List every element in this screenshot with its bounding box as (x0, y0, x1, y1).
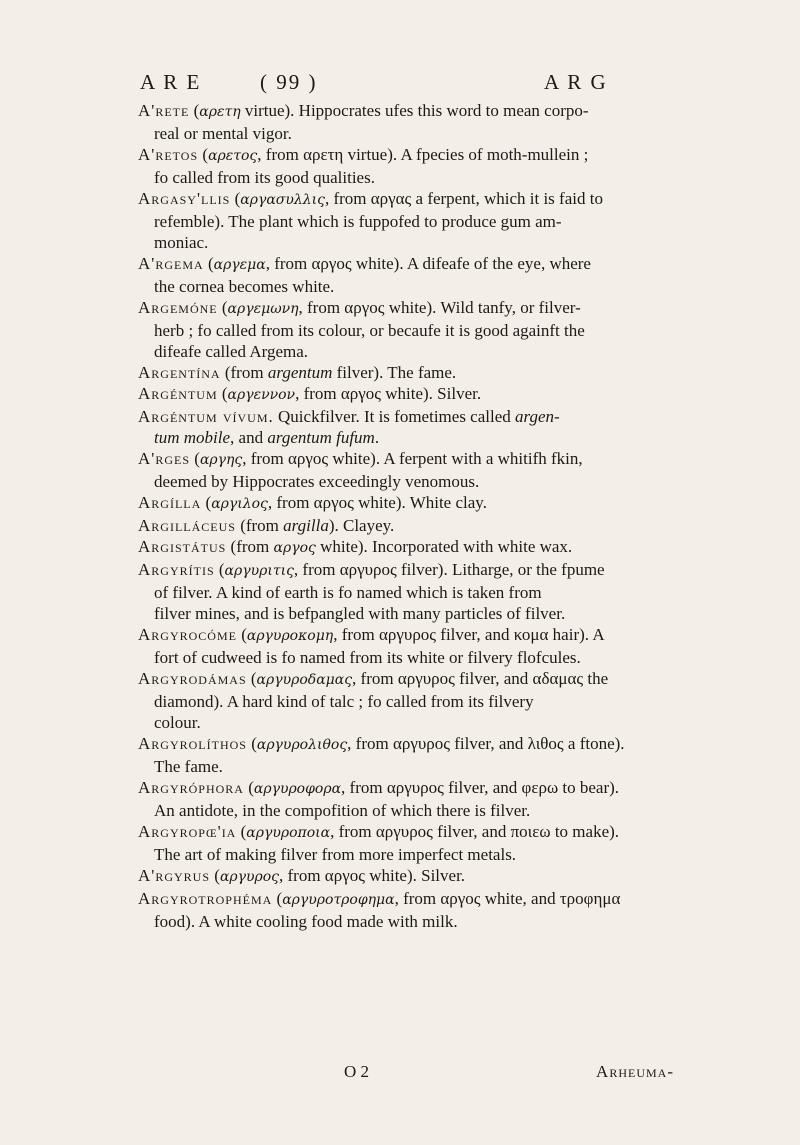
entry-text: real or mental vigor. (154, 124, 292, 143)
dictionary-entry (138, 406, 674, 448)
dictionary-entry (138, 733, 674, 777)
entry-line (138, 865, 674, 888)
entry-text: herb ; fo called from its colour, or becaufe it is good againft the (154, 321, 585, 340)
dictionary-entry (138, 362, 674, 383)
latin-term: argentum fufum (267, 428, 375, 447)
entry-text: An antidote, in the compofition of which there is filver. (154, 801, 531, 820)
headword: Argyrodámas (138, 669, 247, 688)
greek-term: αργυροποια (246, 825, 331, 841)
entry-text: , and (230, 428, 268, 447)
entry-text: ( (198, 145, 209, 164)
dictionary-entry (138, 492, 674, 515)
entry-text: , from αργυρος filver, and φερω to bear). (341, 778, 620, 797)
entry-text: , from αργυρος filver). Litharge, or the fpume (293, 560, 605, 579)
entry-text: colour. (154, 713, 201, 732)
entry-line (138, 211, 674, 232)
entry-text: The fame. (154, 757, 223, 776)
greek-term: αρετος (208, 148, 258, 164)
entry-text: , from αργας a ferpent, which it is faid to (324, 189, 603, 208)
headword: Argyrolíthos (138, 734, 247, 753)
entry-text: fo called from its good qualities. (154, 168, 375, 187)
entry-text: , from αργυρος filver, and κομα hair). A (333, 625, 605, 644)
latin-term: argen- (515, 407, 560, 426)
headword: A'rges (138, 449, 191, 468)
headword: A'rgema (138, 254, 204, 273)
entry-line (138, 911, 674, 932)
entry-line (138, 100, 674, 123)
entry-text: , from αργυρος filver, and ποιεω to make). (330, 822, 620, 841)
dictionary-entry (138, 383, 674, 406)
headword: A'rete (138, 101, 190, 120)
headword: Argentína (138, 363, 221, 382)
entry-text: ( (214, 560, 225, 579)
dictionary-entry (138, 144, 674, 188)
entry-line (138, 253, 674, 276)
headword: Argilláceus (138, 516, 236, 535)
greek-term: αργεμωνη (227, 301, 299, 317)
headword: Argyropœ'ia (138, 822, 237, 841)
entry-text: fort of cudweed is fo named from its white or filvery flofcules. (154, 648, 581, 667)
entry-line (138, 668, 674, 691)
entry-line (138, 427, 674, 448)
entry-line (138, 603, 674, 624)
entry-line (138, 647, 674, 668)
greek-term: αργυροκομη (246, 628, 334, 644)
greek-term: αργυριτις (224, 563, 294, 579)
entry-text: refemble). The plant which is fuppofed to produce gum am- (154, 212, 562, 231)
entry-text: virtue). Hippocrates ufes this word to mean corpo- (240, 101, 589, 120)
entry-line (138, 844, 674, 865)
entry-line (138, 448, 674, 471)
greek-term: αργης (199, 452, 243, 468)
entry-text: deemed by Hippocrates exceedingly venomous. (154, 472, 480, 491)
entry-text: ( (272, 889, 283, 908)
entry-line (138, 144, 674, 167)
dictionary-entry (138, 624, 674, 668)
header-left: A R E (140, 70, 202, 94)
entry-line (138, 492, 674, 515)
entry-line (138, 406, 674, 427)
latin-term: tum mobile (154, 428, 231, 447)
entry-text: ( (246, 669, 257, 688)
entry-text: , from αρετη virtue). A fpecies of moth-mullein ; (257, 145, 589, 164)
entry-line (138, 582, 674, 603)
greek-term: αργυροφορα (253, 781, 342, 797)
headword: Argemóne (138, 298, 218, 317)
entry-text: ( (190, 449, 200, 468)
entry-text: ( (236, 625, 247, 644)
dictionary-entry (138, 253, 674, 297)
dictionary-entry (138, 297, 674, 362)
entry-text: , from αργος white). Wild tanfy, or filver- (298, 298, 581, 317)
greek-term: αργεννον (227, 387, 296, 403)
dictionary-entry (138, 515, 674, 536)
entry-text: moniac. (154, 233, 209, 252)
greek-term: αρετη (199, 104, 241, 120)
page-footer (138, 1062, 674, 1084)
entry-line (138, 559, 674, 582)
entry-line (138, 712, 674, 733)
dictionary-entry (138, 448, 674, 492)
entry-text: (from (235, 516, 284, 535)
entry-text: . (374, 428, 380, 447)
entry-line (138, 276, 674, 297)
dictionary-body (138, 100, 674, 932)
entry-text: difeafe called Argema. (154, 342, 309, 361)
entry-text: ). Clayey. (328, 516, 395, 535)
latin-term: argilla (283, 516, 329, 535)
greek-term: αργυροδαμας (256, 672, 353, 688)
entry-text: (from (226, 537, 274, 556)
catchword: Arheuma- (596, 1062, 674, 1081)
entry-line (138, 756, 674, 777)
entry-text: ( (210, 866, 220, 885)
entry-text: food). A white cooling food made with milk. (154, 912, 458, 931)
headword: Argyrotrophéma (138, 889, 273, 908)
headword: Argyróphora (138, 778, 244, 797)
dictionary-entry (138, 100, 674, 144)
dictionary-entry (138, 865, 674, 888)
dictionary-entry (138, 188, 674, 253)
entry-line (138, 888, 674, 911)
entry-line (138, 471, 674, 492)
headword: Argéntum vívum. (138, 407, 274, 426)
entry-text: , from αργος white, and τροφημα (394, 889, 621, 908)
dictionary-entry (138, 821, 674, 865)
entry-text: filver mines, and is befpangled with many particles of filver. (154, 604, 566, 623)
entry-line (138, 515, 674, 536)
page-number: ( 99 ) (260, 70, 318, 94)
entry-text: ( (246, 734, 257, 753)
entry-text: (from (220, 363, 268, 382)
entry-text: the cornea becomes white. (154, 277, 335, 296)
entry-line (138, 777, 674, 800)
entry-text: Quickfilver. It is fometimes called (273, 407, 516, 426)
entry-line (138, 232, 674, 253)
entry-line (138, 624, 674, 647)
entry-text: ( (236, 822, 247, 841)
entry-text: ( (201, 493, 212, 512)
entry-text: The art of making filver from more imperfect metals. (154, 845, 517, 864)
entry-line (138, 800, 674, 821)
entry-line (138, 733, 674, 756)
entry-line (138, 188, 674, 211)
signature-mark: O 2 (344, 1062, 370, 1081)
entry-text: , from αργος white). Silver. (279, 866, 466, 885)
dictionary-entry (138, 559, 674, 624)
headword: Argyrocóme (138, 625, 237, 644)
entry-text: ( (203, 254, 214, 273)
entry-line (138, 167, 674, 188)
entry-line (138, 341, 674, 362)
entry-line (138, 362, 674, 383)
entry-line (138, 383, 674, 406)
headword: Argílla (138, 493, 202, 512)
headword: A'retos (138, 145, 199, 164)
headword: A'rgyrus (138, 866, 211, 885)
dictionary-entry (138, 777, 674, 821)
dictionary-entry (138, 668, 674, 733)
entry-text: , from αργος white). A ferpent with a whitifh fkin, (242, 449, 583, 468)
dictionary-entry (138, 536, 674, 559)
headword: Argistátus (138, 537, 227, 556)
entry-text: of filver. A kind of earth is fo named which is taken from (154, 583, 542, 602)
entry-line (138, 536, 674, 559)
greek-term: αργος (273, 540, 316, 556)
headword: Argéntum (138, 384, 218, 403)
greek-term: αργυρολιθος (256, 737, 348, 753)
header-right: A R G (544, 70, 608, 94)
greek-term: αργεμα (213, 257, 266, 273)
entry-line (138, 123, 674, 144)
entry-text: , from αργυρος filver, and αδαμας the (352, 669, 609, 688)
dictionary-entry (138, 888, 674, 932)
entry-text: , from αργυρος filver, and λιθος a ftone). (347, 734, 625, 753)
headword: Argasy'llis (138, 189, 231, 208)
entry-line (138, 297, 674, 320)
latin-term: argentum (267, 363, 333, 382)
entry-text: ( (230, 189, 241, 208)
entry-text: ( (243, 778, 254, 797)
entry-text: white). Incorporated with white wax. (315, 537, 573, 556)
entry-line (138, 320, 674, 341)
entry-text: ( (217, 298, 228, 317)
entry-text: ( (189, 101, 200, 120)
greek-term: αργυροτροφημα (282, 892, 395, 908)
entry-text: diamond). A hard kind of talc ; fo called from its filvery (154, 692, 534, 711)
entry-text: , from αργος white). White clay. (267, 493, 487, 512)
greek-term: αργιλος (211, 496, 268, 512)
entry-line (138, 821, 674, 844)
entry-text: , from αργος white). A difeafe of the eye, where (265, 254, 591, 273)
headword: Argyrítis (138, 560, 215, 579)
greek-term: αργασυλλις (240, 192, 325, 208)
entry-text: , from αργος white). Silver. (295, 384, 482, 403)
entry-text: filver). The fame. (332, 363, 457, 382)
greek-term: αργυρος (219, 869, 280, 885)
entry-line (138, 691, 674, 712)
entry-text: ( (217, 384, 228, 403)
